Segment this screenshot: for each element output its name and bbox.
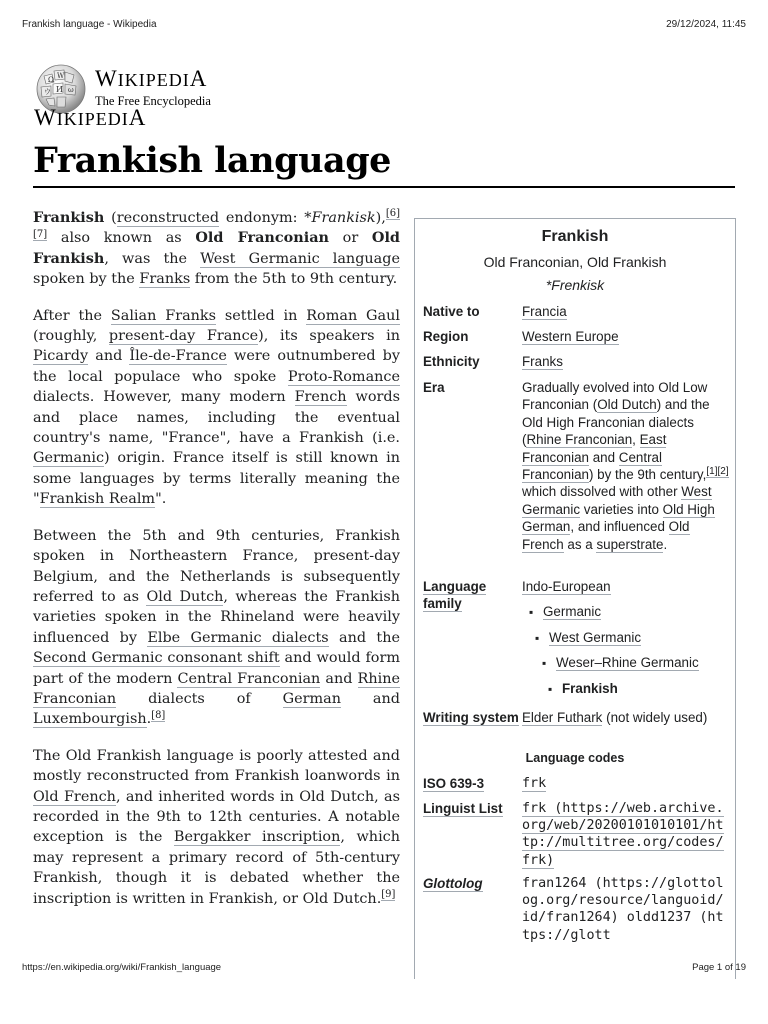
language-codes-heading: Language codes <box>525 751 625 765</box>
print-page-number: Page 1 of 19 <box>692 962 746 973</box>
wiki-link[interactable]: East Franconian <box>522 432 667 465</box>
svg-text:И: И <box>56 85 63 94</box>
family-tree-item[interactable]: ▪ Germanic <box>529 604 601 619</box>
wordmark <box>95 65 211 109</box>
ethnicity-link[interactable]: Franks <box>522 354 563 369</box>
infobox-label: Era <box>423 380 445 395</box>
region-link[interactable]: Western Europe <box>522 329 619 344</box>
infobox-native-name: *Frenkisk <box>545 277 605 293</box>
print-footer <box>22 962 746 973</box>
paragraph: Between the 5th and 9th centuries, Frankish spoken in Northeastern France, present-day Belgium, and the Netherlands is subsequently referred to as Old Dutch, whereas the Frankish varieties spoken in the Rhineland were heavily influenced by Elbe Germanic dialects and the Second Germanic consonant shift and would form part of the modern Central Franconian and Rhine Franconian dialects of German and Luxembourgish.[8] <box>33 527 400 728</box>
elder-futhark-link[interactable]: Elder Futhark <box>522 710 603 725</box>
wiki-link[interactable]: Île-de-France <box>129 348 227 365</box>
native-to-link[interactable]: Francia <box>522 304 567 319</box>
wiki-link[interactable]: Rhine Franconian <box>526 432 633 448</box>
infobox-row-iso <box>423 775 729 792</box>
wiki-link[interactable]: Germanic <box>33 450 105 467</box>
print-page-title: Frankish language - Wikipedia <box>22 19 157 30</box>
wiki-link[interactable]: West Germanic <box>522 484 712 517</box>
citation-ref[interactable]: [1][2] <box>706 465 729 477</box>
glottolog-value[interactable]: fran1264 (https://glottolog.org/resource/languoid/id/fran1264) oldd1237 (https://glott <box>522 876 724 943</box>
wiki-link[interactable]: superstrate <box>596 536 664 552</box>
wiki-link[interactable]: Second Germanic consonant shift <box>33 650 280 667</box>
wiki-link[interactable]: Old French <box>33 788 116 805</box>
wiki-link[interactable]: Roman Gaul <box>306 307 400 324</box>
wordmark-secondary: WIKIPEDIA <box>34 105 147 130</box>
svg-text:ウ: ウ <box>44 88 51 96</box>
infobox-label: Ethnicity <box>423 354 480 369</box>
paragraph: After the Salian Franks settled in Roman Gaul (roughly, present-day France), its speakers in Picardy and Île-de-France were outnumbered by the local populace who spoke Proto-Romance dialects. However, many modern French words and place names, including the eventual country's name, "France", have a Frankish (i.e. Germanic) origin. France itself is still known in some languages by terms literally meaning the "Frankish Realm". <box>33 307 400 508</box>
title-divider <box>33 186 735 188</box>
infobox-row-linguist-list <box>423 800 729 869</box>
language-family-label[interactable]: Language family <box>423 579 487 612</box>
wiki-link[interactable]: Franks <box>139 271 191 288</box>
svg-text:Ω: Ω <box>48 76 54 84</box>
family-tree-item[interactable]: ▪ West Germanic <box>535 630 641 645</box>
infobox-row-region <box>423 328 729 345</box>
citation-ref[interactable]: [8] <box>151 709 166 721</box>
wiki-link[interactable]: West Germanic language <box>200 250 400 267</box>
print-header <box>22 19 746 30</box>
paragraph: Frankish (reconstructed endonym: *Frankisk),[6][7] also known as Old Franconian or Old Frankish, was the West Germanic language spoken by the Franks from the 5th to 9th century. <box>33 208 400 288</box>
glottolog-label[interactable]: Glottolog <box>423 876 483 891</box>
wiki-link[interactable]: Central Franconian <box>522 449 662 483</box>
infobox-row-era <box>423 379 729 553</box>
infobox <box>414 218 736 979</box>
wordmark-title: WIKIPEDIA <box>95 65 208 91</box>
svg-text:ω: ω <box>68 86 74 94</box>
wiki-link[interactable]: German <box>282 690 342 707</box>
family-root-link[interactable]: Indo-European <box>522 579 611 594</box>
article-body <box>33 208 400 925</box>
family-tree-item[interactable]: ▪ Weser–Rhine Germanic <box>542 655 699 670</box>
wiki-link[interactable]: reconstructed <box>116 210 220 226</box>
wiki-link[interactable]: Luxembourgish <box>33 711 147 728</box>
wiki-link[interactable]: Old French <box>522 519 690 552</box>
wiki-link[interactable]: present-day France <box>108 328 259 345</box>
wiki-link[interactable]: Frankish Realm <box>39 491 156 508</box>
infobox-row-writing-system: Writing system Elder Futhark (not widely used) <box>423 710 708 725</box>
iso-code-link[interactable]: frk <box>522 776 547 791</box>
wiki-link[interactable]: Central Franconian <box>177 670 321 687</box>
infobox-label: Native to <box>423 304 480 319</box>
wiki-link[interactable]: Elbe Germanic dialects <box>147 629 329 646</box>
infobox-row-ethnicity <box>423 353 729 370</box>
infobox-row-glottolog <box>423 875 729 944</box>
wiki-link[interactable]: Rhine Franconian <box>33 670 400 707</box>
print-datetime: 29/12/2024, 11:45 <box>666 19 746 30</box>
wiki-link[interactable]: Old Dutch <box>146 588 224 605</box>
citation-ref[interactable]: [9] <box>381 888 396 900</box>
wiki-link[interactable]: Old High German <box>522 501 715 535</box>
infobox-row-native-to <box>423 303 729 320</box>
iso-label[interactable]: ISO 639-3 <box>423 776 485 791</box>
writing-system-label[interactable]: Writing system <box>423 710 519 725</box>
family-tree-item-current: ▪ Frankish <box>548 681 618 696</box>
svg-text:W: W <box>57 72 65 80</box>
linguist-list-link[interactable]: frk (https://web.archive.org/web/20200101010101/http://multitree.org/codes/frk) <box>522 801 724 868</box>
citation-ref[interactable]: [6][7] <box>33 208 400 240</box>
infobox-title: Frankish <box>541 228 609 245</box>
infobox-subtitle: Old Franconian, Old Frankish <box>483 254 667 270</box>
wiki-link[interactable]: Salian Franks <box>110 307 217 324</box>
page-title: Frankish language <box>33 140 391 181</box>
era-value: Gradually evolved into Old Low Franconian (Old Dutch) and the Old High Franconian dialects (Rhine Franconian, East Franconian and Central Franconian) by the 9th century,[1][2] which dissolved with other West Germanic varieties into Old High German, and influenced Old French as a superstrate. <box>522 380 729 552</box>
wiki-link[interactable]: French <box>294 389 347 406</box>
wordmark-tagline: The Free Encyclopedia <box>95 93 211 108</box>
wiki-link[interactable]: Bergakker inscription <box>173 829 341 846</box>
paragraph: The Old Frankish language is poorly attested and mostly reconstructed from Frankish loanwords in Old French, and inherited words in Old Dutch, as recorded in the 9th to 12th centuries. A notable exception is the Bergakker inscription, which may represent a primary record of 5th-century Frankish, though it is debated whether the inscription is written in Frankish, or Old Dutch.[9] <box>33 747 400 907</box>
print-url: https://en.wikipedia.org/wiki/Frankish_language <box>22 962 222 973</box>
infobox-label: Region <box>423 329 469 344</box>
wiki-link[interactable]: Old Dutch <box>597 397 657 413</box>
linguist-list-label[interactable]: Linguist List <box>423 801 503 816</box>
wiki-link[interactable]: Picardy <box>33 348 89 365</box>
wiki-link[interactable]: Proto-Romance <box>287 368 400 385</box>
